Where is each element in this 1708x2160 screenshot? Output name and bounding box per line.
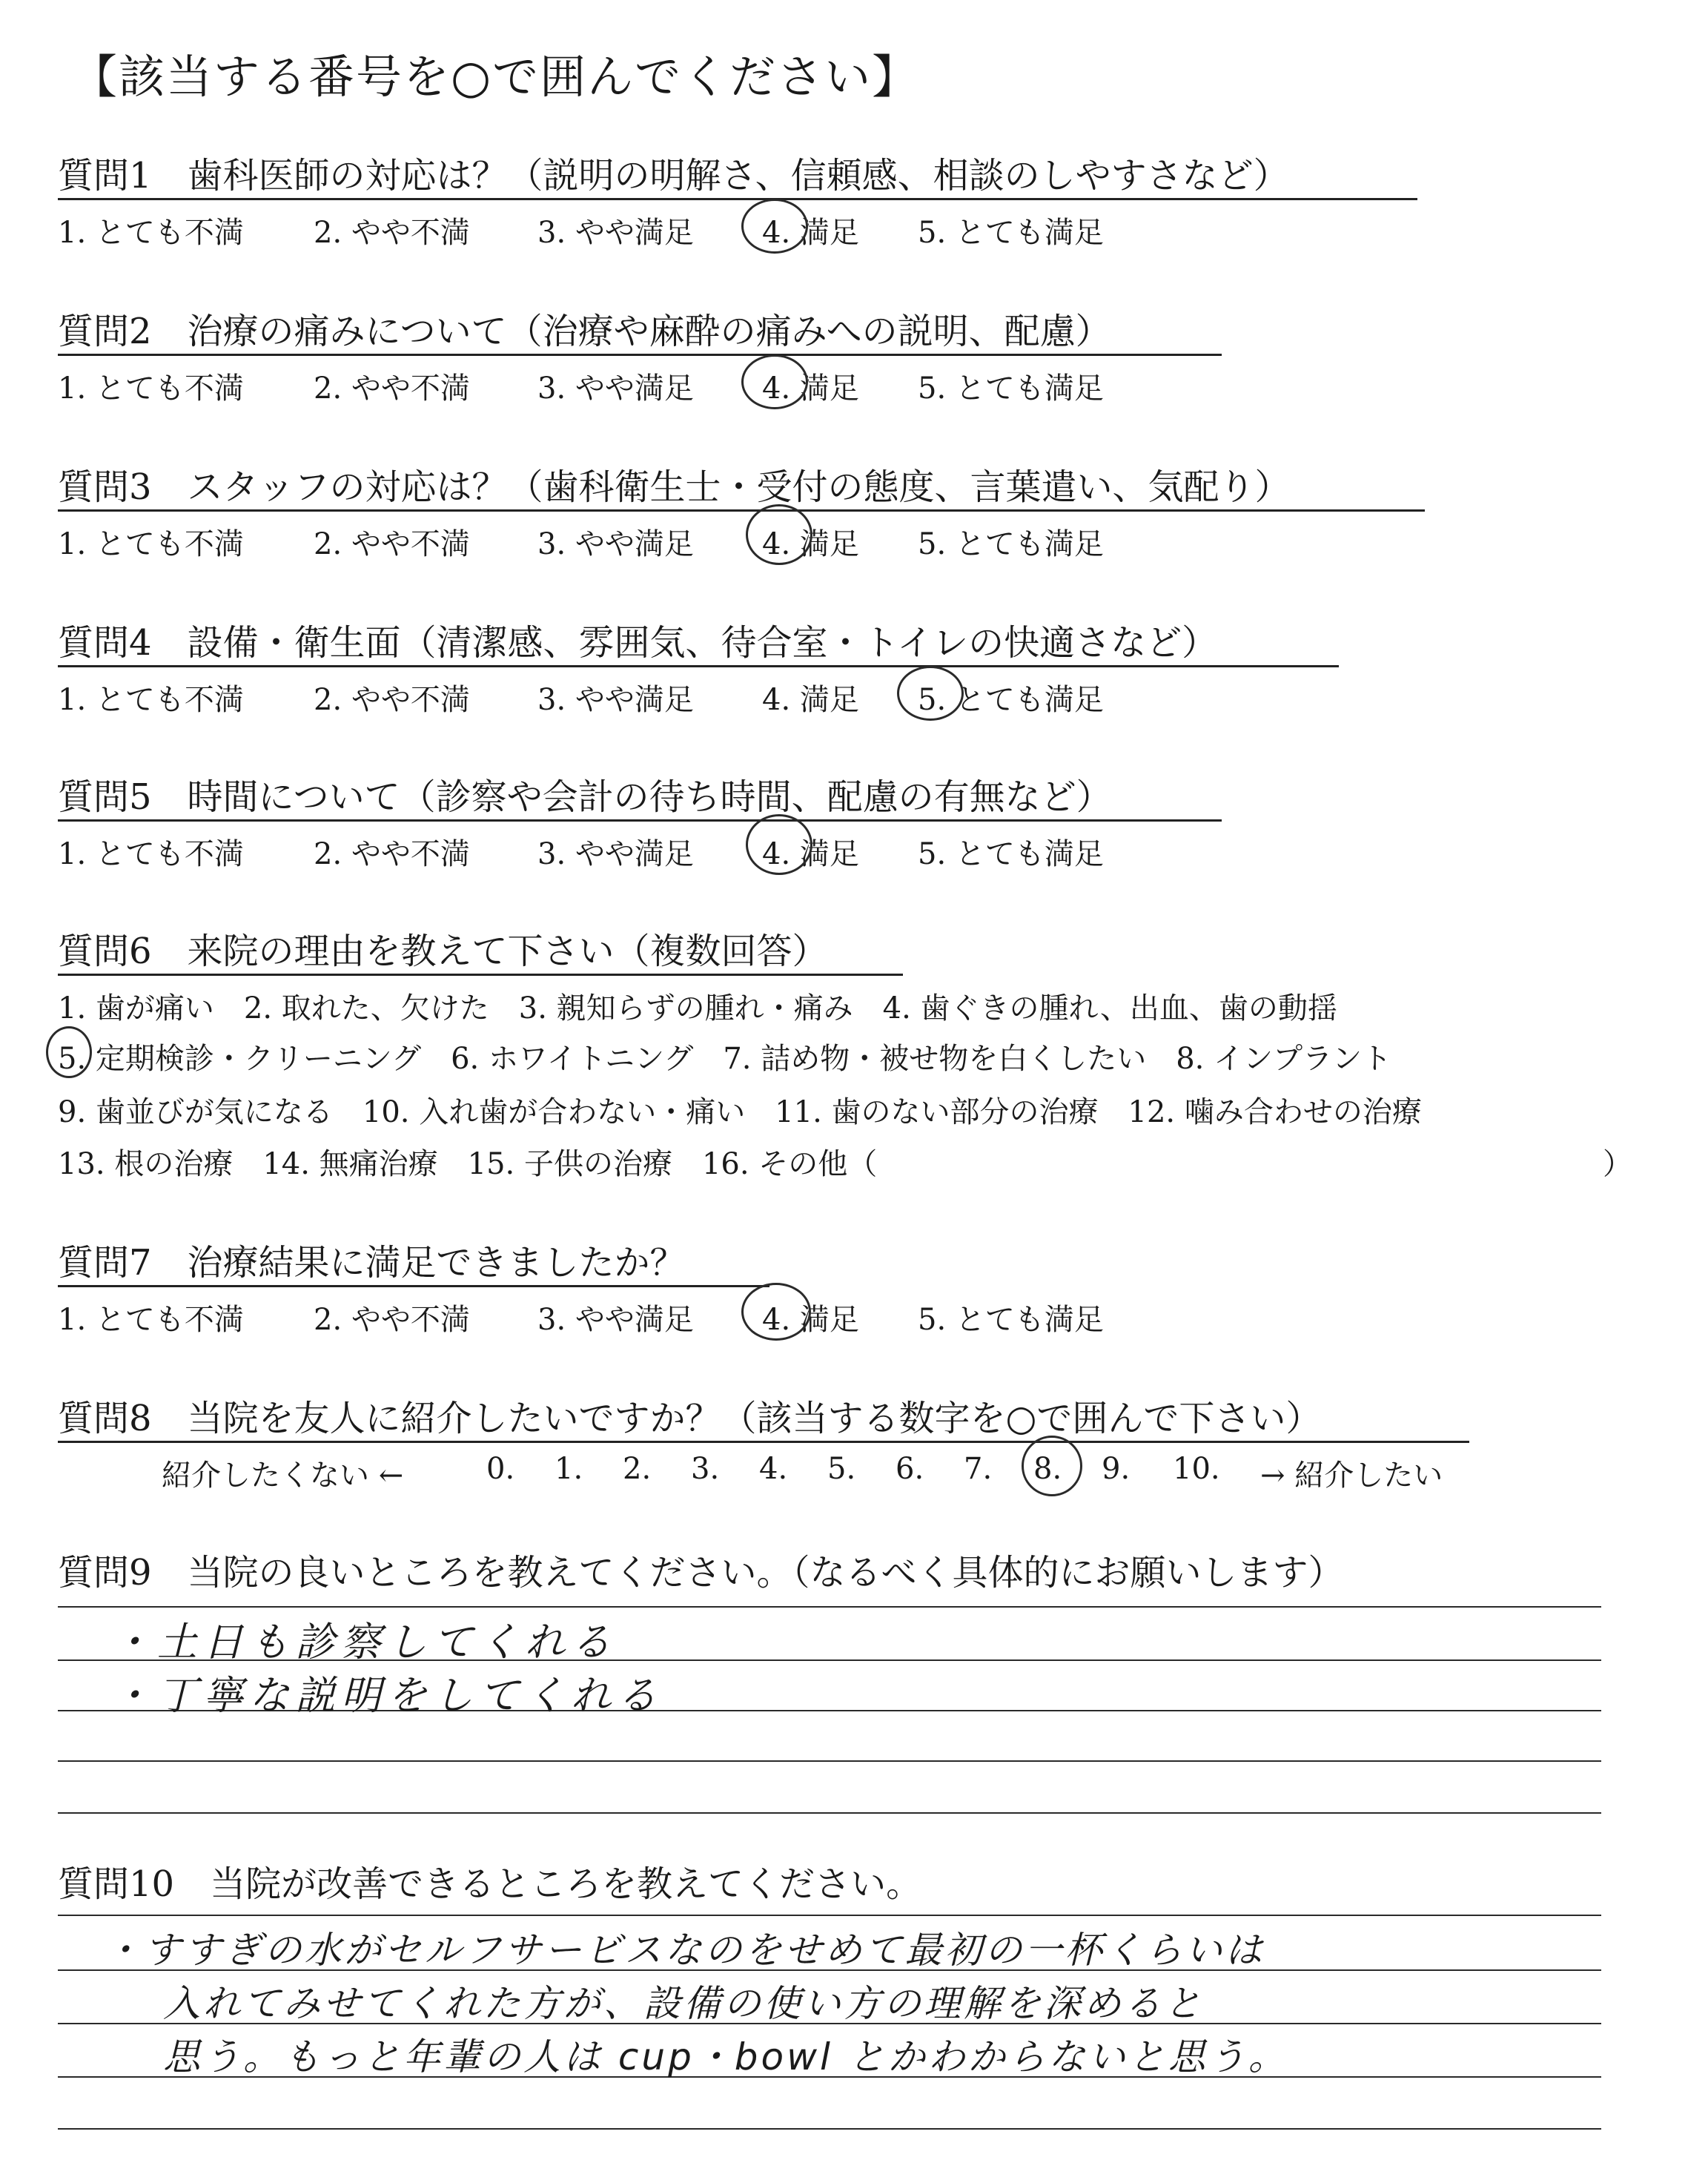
- q6-line-3[interactable]: 9. 歯並びが気になる 10. 入れ歯が合わない・痛い 11. 歯のない部分の治療 12. 噛み合わせの治療: [58, 1095, 1422, 1129]
- q10-answer-line-5: [58, 2128, 1601, 2130]
- q5-option-4[interactable]: 4. 満足: [762, 837, 859, 871]
- q9-answer-line-1: [58, 1606, 1601, 1608]
- q8-scale-2[interactable]: 2.: [623, 1452, 652, 1486]
- q4-option-4[interactable]: 4. 満足: [762, 683, 859, 717]
- q1-option-2[interactable]: 2. やや不満: [314, 216, 470, 250]
- q8-scale-1[interactable]: 1.: [555, 1452, 583, 1486]
- q2-title: 質問2 治療の痛みについて（治療や麻酔の痛みへの説明、配慮）: [58, 311, 1111, 352]
- q9-answer-line-5: [58, 1812, 1601, 1814]
- q2-underline: [58, 354, 1222, 356]
- q4-option-2[interactable]: 2. やや不満: [314, 683, 470, 717]
- q7-underline: [58, 1285, 769, 1287]
- q10-title: 質問10 当院が改善できるところを教えてください。: [58, 1863, 922, 1905]
- q5-option-1[interactable]: 1. とても不満: [58, 837, 244, 871]
- q9-answer-line-4: [58, 1760, 1601, 1762]
- q10-answer-2[interactable]: 入れてみせてくれた方が、設備の使い方の理解を深めると: [163, 1982, 1204, 2025]
- q1-title: 質問1 歯科医師の対応は？（説明の明解さ、信頼感、相談のしやすさなど）: [58, 155, 1289, 196]
- q2-option-1[interactable]: 1. とても不満: [58, 371, 244, 406]
- q5-option-5[interactable]: 5. とても満足: [918, 837, 1104, 871]
- q6-title: 質問6 来院の理由を教えて下さい（複数回答）: [58, 931, 828, 972]
- q4-option-1[interactable]: 1. とても不満: [58, 683, 244, 717]
- q6-line-4[interactable]: 13. 根の治療 14. 無痛治療 15. 子供の治療 16. その他（: [58, 1147, 878, 1181]
- q9-title: 質問9 当院の良いところを教えてください。（なるべく具体的にお願いします）: [58, 1552, 1344, 1593]
- q10-answer-3[interactable]: 思う。もっと年輩の人は cup・bowl とかわからないと思う。: [163, 2035, 1288, 2078]
- q1-option-5[interactable]: 5. とても満足: [918, 216, 1104, 250]
- q3-option-5[interactable]: 5. とても満足: [918, 527, 1104, 561]
- q4-underline: [58, 665, 1339, 667]
- q1-underline: [58, 198, 1417, 200]
- q2-option-4[interactable]: 4. 満足: [762, 371, 859, 406]
- q5-underline: [58, 819, 1222, 822]
- q3-option-1[interactable]: 1. とても不満: [58, 527, 244, 561]
- q7-option-2[interactable]: 2. やや不満: [314, 1303, 470, 1337]
- q7-option-3[interactable]: 3. やや満足: [537, 1303, 694, 1337]
- q4-option-3[interactable]: 3. やや満足: [537, 683, 694, 717]
- q8-scale-4[interactable]: 4.: [759, 1452, 788, 1486]
- q8-scale-8[interactable]: 8.: [1033, 1452, 1062, 1486]
- q8-scale-0[interactable]: 0.: [486, 1452, 515, 1486]
- q1-option-3[interactable]: 3. やや満足: [537, 216, 694, 250]
- q5-option-2[interactable]: 2. やや不満: [314, 837, 470, 871]
- q10-answer-line-1: [58, 1915, 1601, 1916]
- q4-title: 質問4 設備・衛生面（清潔感、雰囲気、待合室・トイレの快適さなど）: [58, 622, 1218, 664]
- q7-option-1[interactable]: 1. とても不満: [58, 1303, 244, 1337]
- q2-option-3[interactable]: 3. やや満足: [537, 371, 694, 406]
- q9-answer-2[interactable]: ・丁寧な説明をしてくれる: [111, 1672, 663, 1719]
- form-header: 【該当する番号を○で囲んでください】: [71, 50, 920, 104]
- q8-scale-7[interactable]: 7.: [964, 1452, 993, 1486]
- q3-title: 質問3 スタッフの対応は？（歯科衛生士・受付の態度、言葉遣い、気配り）: [58, 466, 1291, 508]
- q6-line-2[interactable]: 5. 定期検診・クリーニング 6. ホワイトニング 7. 詰め物・被せ物を白くしたい 8. インプラント: [58, 1042, 1392, 1076]
- q10-answer-1[interactable]: ・すすぎの水がセルフサービスなのをせめて最初の一杯くらいは: [104, 1929, 1265, 1972]
- q2-option-5[interactable]: 5. とても満足: [918, 371, 1104, 406]
- q8-right-label: → 紹介したい: [1260, 1459, 1443, 1493]
- q8-scale-3[interactable]: 3.: [691, 1452, 720, 1486]
- q1-option-4[interactable]: 4. 満足: [762, 216, 859, 250]
- q8-scale-9[interactable]: 9.: [1102, 1452, 1131, 1486]
- q6-line-1[interactable]: 1. 歯が痛い 2. 取れた、欠けた 3. 親知らずの腫れ・痛み 4. 歯ぐきの腫れ、出血、歯の動揺: [58, 991, 1337, 1025]
- q7-title: 質問7 治療結果に満足できましたか？: [58, 1242, 686, 1284]
- q8-scale-5[interactable]: 5.: [827, 1452, 856, 1486]
- q7-option-4[interactable]: 4. 満足: [762, 1303, 859, 1337]
- q1-option-1[interactable]: 1. とても不満: [58, 216, 244, 250]
- q8-left-label: 紹介したくない ←: [162, 1459, 404, 1493]
- q3-underline: [58, 509, 1425, 512]
- q8-scale-10[interactable]: 10.: [1173, 1452, 1220, 1486]
- q5-option-3[interactable]: 3. やや満足: [537, 837, 694, 871]
- q3-option-4[interactable]: 4. 満足: [762, 527, 859, 561]
- q6-other-close: ）: [1603, 1147, 1632, 1181]
- q6-underline: [58, 974, 903, 976]
- q5-title: 質問5 時間について（診察や会計の待ち時間、配慮の有無など）: [58, 776, 1112, 818]
- q3-option-2[interactable]: 2. やや不満: [314, 527, 470, 561]
- q7-option-5[interactable]: 5. とても満足: [918, 1303, 1104, 1337]
- q3-option-3[interactable]: 3. やや満足: [537, 527, 694, 561]
- q4-option-5[interactable]: 5. とても満足: [918, 683, 1104, 717]
- q8-title: 質問8 当院を友人に紹介したいですか？（該当する数字を○で囲んで下さい）: [58, 1398, 1322, 1439]
- q9-answer-1[interactable]: ・土日も診察してくれる: [111, 1619, 617, 1665]
- q2-option-2[interactable]: 2. やや不満: [314, 371, 470, 406]
- q8-underline: [58, 1441, 1469, 1443]
- q8-scale-6[interactable]: 6.: [896, 1452, 924, 1486]
